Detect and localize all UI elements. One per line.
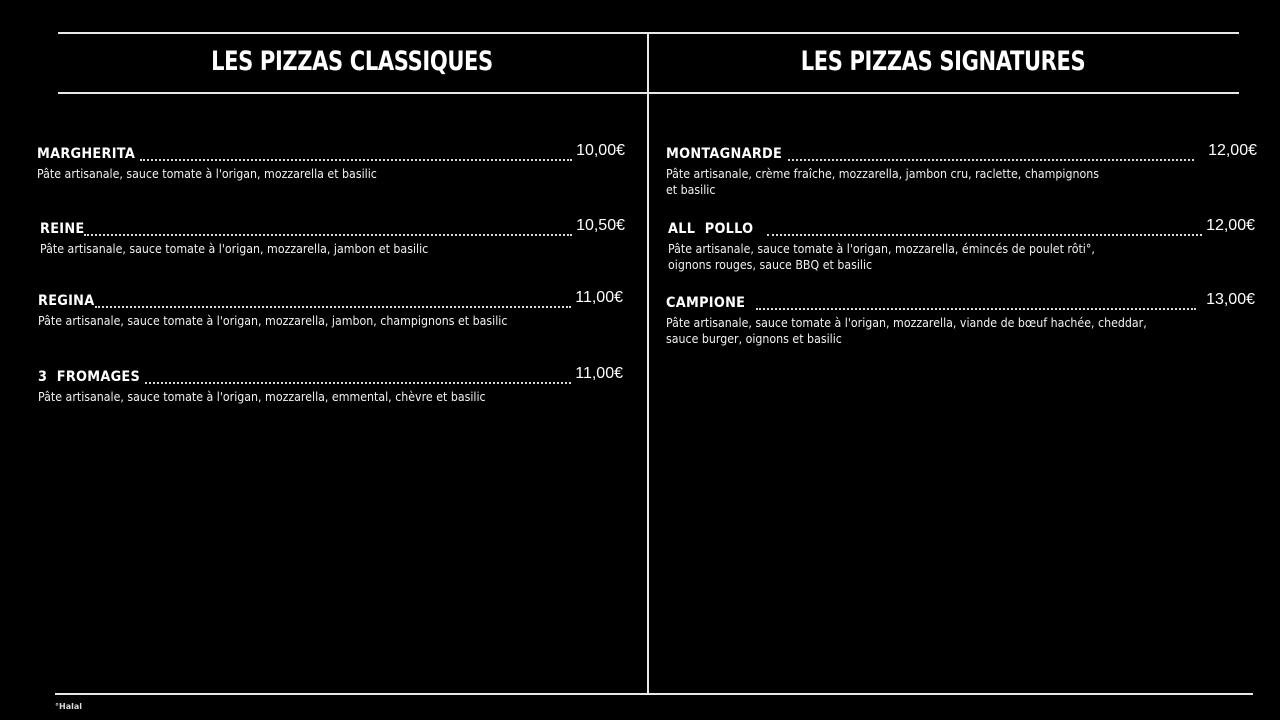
item-price: 13,00€ xyxy=(1206,291,1255,308)
item-price: 12,00€ xyxy=(1206,217,1255,234)
halal-footnote: °Halal xyxy=(55,702,82,711)
bottom-rule xyxy=(55,693,1253,695)
item-name: REGINA xyxy=(38,293,95,309)
item-description-line-1: Pâte artisanale, sauce tomate à l'origan, mozzarella, émincés de poulet rôti°, xyxy=(668,242,1095,256)
item-description-line-1: Pâte artisanale, crème fraîche, mozzarella, jambon cru, raclette, champignons xyxy=(666,167,1099,181)
item-price: 10,00€ xyxy=(576,142,625,159)
menu-item-3-fromages xyxy=(38,365,623,405)
leader-dots xyxy=(756,298,1196,310)
menu-item-campione xyxy=(666,291,1255,347)
menu-item-all-pollo xyxy=(668,217,1255,273)
leader-dots xyxy=(95,296,571,308)
classic-pizzas-title: LES PIZZAS CLASSIQUES xyxy=(211,46,493,77)
item-description: Pâte artisanale, sauce tomate à l'origan, mozzarella et basilic xyxy=(37,167,377,181)
item-name: ALL POLLO xyxy=(668,221,754,237)
menu-item-montagnarde xyxy=(666,142,1257,198)
item-description: Pâte artisanale, sauce tomate à l'origan, mozzarella, emmental, chèvre et basilic xyxy=(38,390,486,404)
menu-item-reine xyxy=(40,217,625,257)
item-name: MONTAGNARDE xyxy=(666,146,783,162)
leader-dots xyxy=(140,149,572,161)
item-description-line-2: oignons rouges, sauce BBQ et basilic xyxy=(668,258,873,272)
item-description: Pâte artisanale, sauce tomate à l'origan, mozzarella, jambon et basilic xyxy=(40,242,429,256)
item-name: 3 FROMAGES xyxy=(38,369,141,385)
item-name: CAMPIONE xyxy=(666,295,746,311)
menu-item-regina xyxy=(38,289,623,329)
item-description-line-1: Pâte artisanale, sauce tomate à l'origan, mozzarella, viande de bœuf hachée, cheddar, xyxy=(666,316,1147,330)
item-price: 10,50€ xyxy=(576,217,625,234)
column-divider xyxy=(647,32,649,695)
item-description-line-2: et basilic xyxy=(666,183,716,197)
item-price: 12,00€ xyxy=(1208,142,1257,159)
item-name: MARGHERITA xyxy=(37,146,136,162)
item-name: REINE xyxy=(40,221,85,237)
item-description: Pâte artisanale, sauce tomate à l'origan, mozzarella, jambon, champignons et basilic xyxy=(38,314,508,328)
signature-pizzas-title: LES PIZZAS SIGNATURES xyxy=(800,46,1086,77)
item-price: 11,00€ xyxy=(575,365,623,382)
item-description-line-2: sauce burger, oignons et basilic xyxy=(666,332,842,346)
leader-dots xyxy=(767,224,1202,236)
leader-dots xyxy=(145,372,571,384)
menu-item-margherita xyxy=(37,142,625,182)
leader-dots xyxy=(788,149,1194,161)
leader-dots xyxy=(84,224,572,236)
item-price: 11,00€ xyxy=(575,289,623,306)
